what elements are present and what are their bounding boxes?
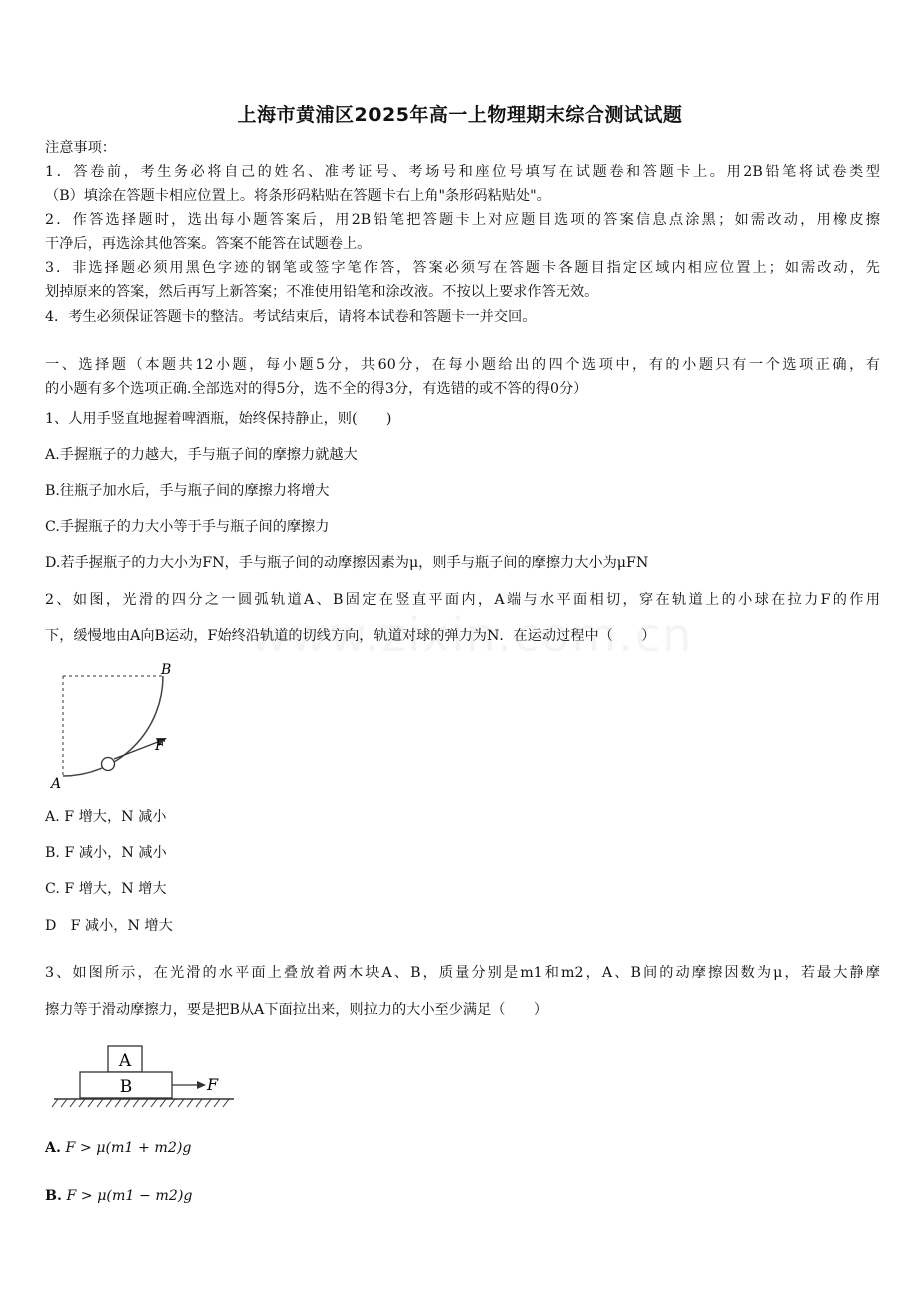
q3-option-a-label: A. bbox=[45, 1140, 61, 1156]
q2-option-a: A. F 增大，N 减小 bbox=[45, 809, 167, 825]
notice-line: 干净后，再选涂其他答案。答案不能答在试题卷上。 bbox=[45, 236, 372, 252]
q3-option-b-label: B. bbox=[45, 1188, 62, 1204]
q1-option-b: B.往瓶子加水后，手与瓶子间的摩擦力将增大 bbox=[45, 483, 330, 499]
notice-line: 4．考生必须保证答题卡的整洁。考试结束后，请将本试卷和答题卡一并交回。 bbox=[45, 309, 537, 325]
block-a-label: A bbox=[118, 1051, 132, 1071]
q2-option-c: C. F 增大，N 增大 bbox=[45, 881, 167, 897]
q2-option-d: D F 减小，N 增大 bbox=[45, 918, 173, 934]
q2-arc-diagram bbox=[45, 658, 185, 793]
notice-line: 3．非选择题必须用黑色字迹的钢笔或签字笔作答，答案必须写在答题卡各题目指定区域内相应位置上；如需改动，先 bbox=[45, 260, 880, 276]
q3-option-a-formula: F > μ(m1 + m2)g bbox=[65, 1140, 192, 1156]
page-title: 上海市黄浦区2025年高一上物理期末综合测试试题 bbox=[237, 104, 683, 126]
ball-icon bbox=[102, 758, 115, 771]
q3-option-b-formula: F > μ(m1 − m2)g bbox=[66, 1188, 193, 1204]
point-b-label: B bbox=[161, 662, 172, 678]
q1-stem: 1、人用手竖直地握着啤酒瓶，始终保持静止，则( ) bbox=[45, 411, 392, 427]
q3-blocks-diagram bbox=[50, 1042, 240, 1112]
section-heading-cont: 的小题有多个选项正确.全部选对的得5分，选不全的得3分，有选错的或不答的得0分） bbox=[45, 381, 588, 397]
q3-option-a bbox=[45, 1138, 880, 1158]
q1-option-a: A.手握瓶子的力越大，手与瓶子间的摩擦力就越大 bbox=[45, 447, 358, 463]
notice-line: 划掉原来的答案，然后再写上新答案；不准使用铅笔和涂改液。不按以上要求作答无效。 bbox=[45, 284, 599, 300]
q3-stem: 3、如图所示，在光滑的水平面上叠放着两木块A、B，质量分别是m1和m2，A、B间的动摩擦因数为μ，若最大静摩 bbox=[45, 965, 880, 981]
q1-option-c: C.手握瓶子的力大小等于手与瓶子间的摩擦力 bbox=[45, 519, 330, 535]
force-f-label: F bbox=[155, 738, 165, 754]
q2-stem: 2、如图，光滑的四分之一圆弧轨道A、B固定在竖直平面内，A端与水平面相切，穿在轨道上的小球在拉力F的作用 bbox=[45, 592, 880, 608]
block-b-label: B bbox=[119, 1077, 133, 1097]
q3-stem-cont: 擦力等于滑动摩擦力，要是把B从A下面拉出来，则拉力的大小至少满足（ ） bbox=[45, 1002, 549, 1018]
q1-option-d: D.若手握瓶子的力大小为FN，手与瓶子间的动摩擦因素为μ，则手与瓶子间的摩擦力大小为μFN bbox=[45, 555, 649, 571]
force-f-label: F bbox=[207, 1075, 219, 1094]
point-a-label: A bbox=[51, 776, 62, 792]
notice-line: 1．答卷前，考生务必将自己的姓名、准考证号、考场号和座位号填写在试题卷和答题卡上。用2B铅笔将试卷类型 bbox=[45, 164, 880, 180]
q2-option-b: B. F 减小，N 减小 bbox=[45, 845, 167, 861]
q2-stem-cont: 下，缓慢地由A向B运动，F始终沿轨道的切线方向，轨道对球的弹力为N．在运动过程中（ ） bbox=[45, 628, 656, 644]
notice-line: （B）填涂在答题卡相应位置上。将条形码粘贴在答题卡右上角"条形码粘贴处"。 bbox=[45, 188, 551, 204]
notice-line: 2．作答选择题时，选出每小题答案后，用2B铅笔把答题卡上对应题目选项的答案信息点涂黑；如需改动，用橡皮擦 bbox=[45, 212, 880, 228]
section-heading: 一、选择题（本题共12小题，每小题5分，共60分，在每小题给出的四个选项中，有的小题只有一个选项正确，有 bbox=[45, 357, 880, 373]
q3-option-b bbox=[45, 1186, 880, 1206]
notice-heading: 注意事项： bbox=[45, 140, 116, 156]
